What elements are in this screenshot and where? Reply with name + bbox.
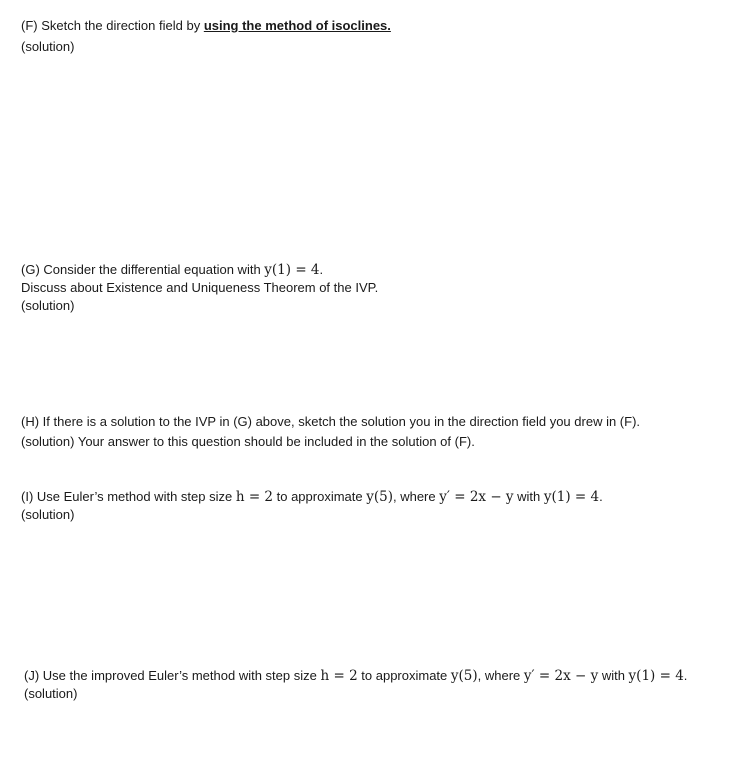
question-j-text-3: , where — [477, 668, 524, 683]
question-i-period: . — [599, 489, 603, 504]
question-j-period: . — [683, 668, 688, 683]
question-j-text-4: with — [598, 668, 629, 683]
question-f-emphasis: using the method of isoclines. — [203, 18, 391, 33]
question-h-note: (solution) Your answer to this question should be included in the solution of (F). — [21, 434, 475, 449]
question-j-target: y(5) — [450, 668, 478, 684]
question-g-initial-condition: y(1) = 4 — [264, 262, 320, 278]
question-j-solution-label: (solution) — [24, 686, 78, 701]
question-j-ode: y′ = 2x − y — [523, 668, 599, 684]
question-h-prompt: (H) If there is a solution to the IVP in (G) above, sketch the solution you in the direction field you drew in (F). — [21, 414, 641, 429]
question-j-text-2: to approximate — [357, 668, 451, 683]
question-f-prompt — [21, 17, 391, 34]
question-j-text-1: (J) Use the improved Euler’s method with step size — [24, 668, 321, 683]
question-f-solution-label: (solution) — [21, 39, 75, 54]
question-i-ode: y′ = 2x − y — [439, 489, 514, 505]
question-i-text-1: (I) Use Euler’s method with step size — [21, 489, 236, 504]
question-g-line2: Discuss about Existence and Uniqueness Theorem of the IVP. — [21, 280, 379, 295]
question-f-text: (F) Sketch the direction field by — [21, 18, 204, 33]
question-g-prompt — [21, 261, 323, 279]
question-j-step-size: h = 2 — [320, 668, 358, 684]
question-i-prompt — [21, 488, 603, 506]
question-g-solution-label: (solution) — [21, 298, 75, 313]
question-g-period: . — [319, 262, 324, 277]
question-i-target: y(5) — [366, 489, 393, 505]
question-i-solution-label: (solution) — [21, 507, 75, 522]
question-i-text-3: , where — [392, 489, 440, 504]
question-i-text-2: to approximate — [273, 489, 367, 504]
question-i-step-size: h = 2 — [235, 489, 274, 505]
question-i-initial-condition: y(1) = 4 — [543, 489, 600, 505]
question-j-prompt — [24, 667, 687, 685]
question-g-text: (G) Consider the differential equation with — [21, 262, 265, 277]
question-i-text-4: with — [513, 489, 544, 504]
question-j-initial-condition: y(1) = 4 — [628, 668, 684, 684]
